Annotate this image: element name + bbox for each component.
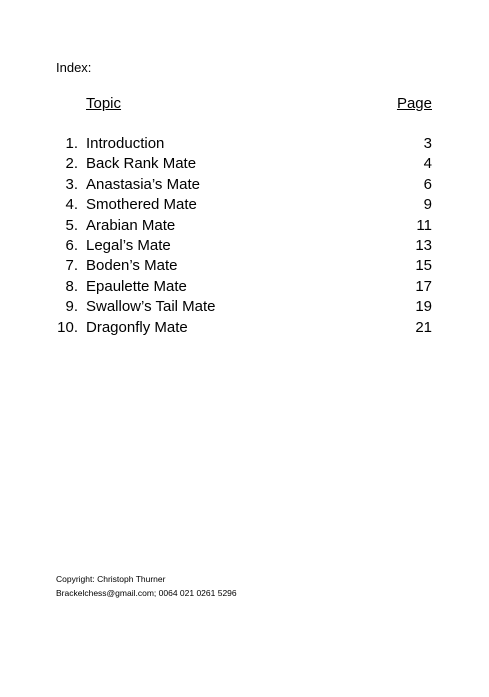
toc-entry [0, 277, 489, 297]
toc-entry [0, 175, 489, 195]
entry-number: 6. [65, 236, 78, 254]
toc-entry [0, 236, 489, 256]
entry-page: 19 [415, 298, 432, 316]
entry-page: 6 [423, 175, 432, 193]
entry-page: 15 [415, 257, 432, 275]
entry-number: 8. [65, 277, 78, 295]
entry-title: Legal’s Mate [86, 236, 171, 254]
entry-title: Dragonfly Mate [86, 318, 188, 336]
copyright-line: Copyright: Christoph Thurner [56, 574, 166, 584]
toc-entry [0, 318, 489, 338]
entry-page: 9 [423, 196, 432, 214]
entry-title: Smothered Mate [86, 196, 197, 214]
entry-title: Epaulette Mate [86, 277, 187, 295]
entry-page: 17 [415, 277, 432, 295]
entry-number: 2. [65, 155, 78, 173]
entry-title: Anastasia’s Mate [86, 175, 200, 193]
toc-entry [0, 134, 489, 154]
toc-entry [0, 154, 489, 174]
entry-number: 7. [65, 257, 78, 275]
page-column-header: Page [396, 95, 432, 112]
toc-entry [0, 216, 489, 236]
footer [56, 572, 237, 600]
entry-page: 13 [415, 236, 432, 254]
toc-entry [0, 297, 489, 317]
entry-page: 21 [415, 318, 432, 336]
table-of-contents [0, 134, 489, 338]
entry-title: Swallow’s Tail Mate [86, 298, 216, 316]
entry-number: 4. [65, 196, 78, 214]
index-label: Index: [56, 60, 92, 75]
toc-entry [0, 195, 489, 215]
entry-title: Back Rank Mate [86, 155, 197, 173]
contact-line: Brackelchess@gmail.com; 0064 021 0261 5296 [56, 588, 237, 598]
entry-title: Arabian Mate [86, 216, 176, 234]
topic-column-header: Topic [86, 95, 122, 112]
entry-number: 5. [65, 216, 78, 234]
entry-number: 3. [65, 175, 78, 193]
entry-number: 10. [57, 318, 78, 336]
entry-page: 11 [416, 216, 432, 234]
toc-entry [0, 256, 489, 276]
toc-header-row [0, 94, 489, 114]
entry-number: 1. [65, 135, 78, 152]
entry-title: Introduction [86, 135, 165, 152]
entry-number: 9. [65, 298, 78, 316]
entry-page: 3 [423, 135, 432, 152]
entry-title: Boden’s Mate [86, 257, 178, 275]
entry-page: 4 [423, 155, 432, 173]
